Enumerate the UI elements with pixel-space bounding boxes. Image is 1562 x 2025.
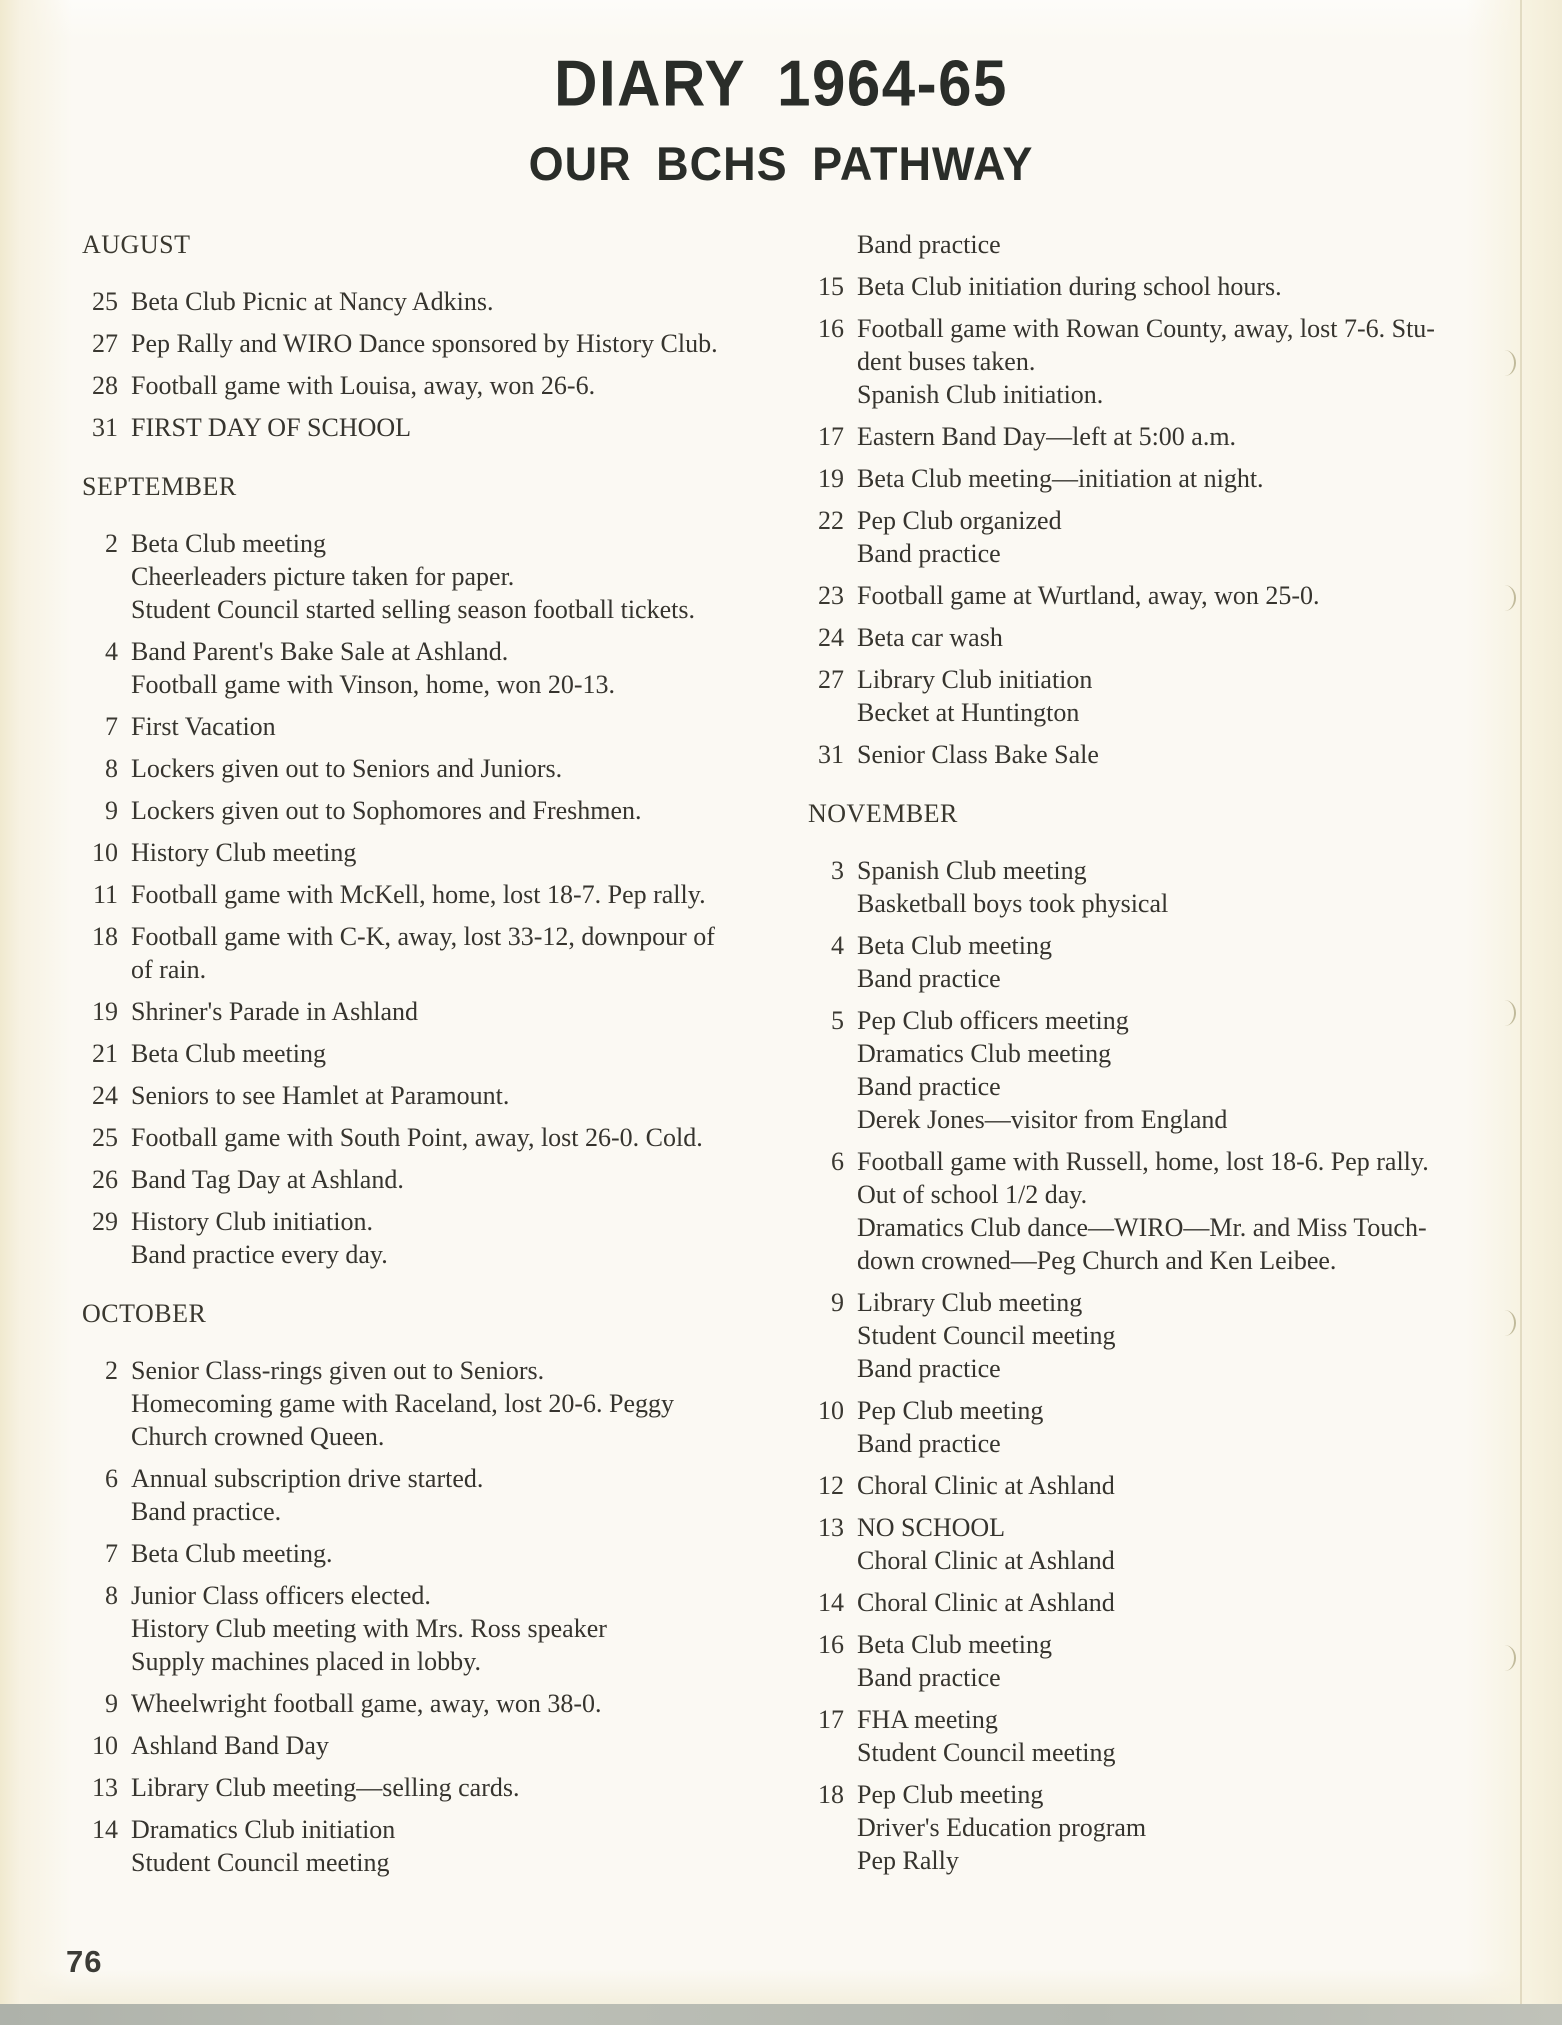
entry-line: Dramatics Club dance—WIRO—Mr. and Miss Touch- xyxy=(857,1213,1427,1242)
entry-line: Band practice xyxy=(857,539,1001,568)
diary-entry xyxy=(82,635,758,701)
entry-day: 31 xyxy=(818,740,844,769)
diary-entry xyxy=(82,527,758,626)
entry-lines xyxy=(857,1145,1496,1277)
month-heading: OCTOBER xyxy=(82,1299,207,1328)
entry-day: 9 xyxy=(831,1288,844,1317)
entry-line: Dramatics Club meeting xyxy=(857,1039,1112,1068)
entry-line: Student Council meeting xyxy=(857,1321,1116,1350)
entry-line: Out of school 1/2 day. xyxy=(857,1180,1088,1209)
entry-day xyxy=(808,228,844,261)
entry-line: Band practice xyxy=(857,1354,1001,1383)
entry-lines xyxy=(857,1511,1496,1577)
entry-line: NO SCHOOL xyxy=(857,1513,1006,1542)
entry-lines xyxy=(131,920,758,986)
entry-lines xyxy=(857,504,1496,570)
entry-lines xyxy=(857,1286,1496,1385)
diary-entry xyxy=(82,836,758,869)
entry-lines xyxy=(131,995,758,1028)
entry-lines xyxy=(857,1778,1496,1877)
entry-lines xyxy=(857,228,1496,261)
entry-line: Pep Club meeting xyxy=(857,1396,1044,1425)
scan-artifact-mark xyxy=(1503,1310,1516,1336)
diary-column-right xyxy=(808,228,1496,1888)
entry-lines xyxy=(857,1004,1496,1136)
entry-day: 2 xyxy=(105,529,118,558)
entry-day: 8 xyxy=(105,1581,118,1610)
entry-line: Choral Clinic at Ashland xyxy=(857,1471,1115,1500)
diary-entry xyxy=(808,1778,1496,1877)
entry-line: Beta Club meeting—initiation at night. xyxy=(857,464,1264,493)
entry-line: Beta Club meeting xyxy=(131,529,326,558)
entry-line: dent buses taken. xyxy=(857,347,1036,376)
entry-lines xyxy=(131,635,758,701)
entry-line: Pep Rally and WIRO Dance sponsored by History Club. xyxy=(131,329,718,358)
entry-line: Band Parent's Bake Sale at Ashland. xyxy=(131,637,509,666)
diary-entry xyxy=(82,710,758,743)
scan-artifact-mark xyxy=(1503,1000,1516,1026)
entry-day: 2 xyxy=(105,1356,118,1385)
entry-line: Band Tag Day at Ashland. xyxy=(131,1165,404,1194)
entry-day: 7 xyxy=(105,712,118,741)
entry-day: 10 xyxy=(818,1396,844,1425)
entry-day: 6 xyxy=(105,1464,118,1493)
entry-lines xyxy=(131,411,758,444)
entry-day: 19 xyxy=(818,464,844,493)
diary-entry xyxy=(82,1037,758,1070)
diary-entry xyxy=(808,663,1496,729)
entry-line: Football game with Russell, home, lost 18-6. Pep rally. xyxy=(857,1147,1429,1176)
page-edge-line xyxy=(1520,0,1522,2004)
entry-line: Senior Class Bake Sale xyxy=(857,740,1099,769)
entry-lines xyxy=(131,794,758,827)
entry-day: 27 xyxy=(818,665,844,694)
entry-lines xyxy=(131,836,758,869)
entry-line: Derek Jones—visitor from England xyxy=(857,1105,1228,1134)
entry-lines xyxy=(857,579,1496,612)
entry-day: 18 xyxy=(818,1780,844,1809)
diary-entry xyxy=(82,369,758,402)
entry-lines xyxy=(131,1037,758,1070)
diary-entry xyxy=(82,878,758,911)
diary-entry xyxy=(808,228,1496,261)
entry-line: Band practice xyxy=(857,230,1001,259)
entry-line: Band practice xyxy=(857,1663,1001,1692)
entry-line: Lockers given out to Sophomores and Freshmen. xyxy=(131,796,642,825)
entry-day: 10 xyxy=(92,1731,118,1760)
entry-lines xyxy=(131,1079,758,1112)
entry-line: FHA meeting xyxy=(857,1705,998,1734)
entry-day: 29 xyxy=(92,1207,118,1236)
month-section xyxy=(82,1297,758,1879)
diary-entry xyxy=(82,1121,758,1154)
entry-day: 4 xyxy=(831,931,844,960)
diary-entry xyxy=(82,411,758,444)
entry-lines xyxy=(131,1813,758,1879)
scan-artifact-mark xyxy=(1503,585,1516,611)
entry-lines xyxy=(131,752,758,785)
entry-line: Beta Club meeting xyxy=(857,931,1052,960)
entry-line: History Club initiation. xyxy=(131,1207,373,1236)
diary-entry xyxy=(808,929,1496,995)
page-subtitle: OUR BCHS PATHWAY xyxy=(528,137,1034,191)
entry-line: Shriner's Parade in Ashland xyxy=(131,997,419,1026)
diary-entry xyxy=(82,1079,758,1112)
scan-bottom-strip xyxy=(0,2004,1562,2025)
entry-line: Pep Rally xyxy=(857,1846,959,1875)
entry-line: Cheerleaders picture taken for paper. xyxy=(131,562,515,591)
entry-line: Church crowned Queen. xyxy=(131,1422,385,1451)
entry-line: Driver's Education program xyxy=(857,1813,1147,1842)
entry-line: Beta Club meeting. xyxy=(131,1539,333,1568)
entry-day: 14 xyxy=(818,1588,844,1617)
entry-lines xyxy=(131,1537,758,1570)
entry-line: Band practice xyxy=(857,964,1001,993)
entry-line: Becket at Huntington xyxy=(857,698,1080,727)
diary-entry xyxy=(808,1004,1496,1136)
diary-entry xyxy=(808,738,1496,771)
entry-day: 18 xyxy=(92,922,118,951)
month-heading: NOVEMBER xyxy=(808,799,958,828)
entry-line: Pep Club officers meeting xyxy=(857,1006,1129,1035)
entry-day: 6 xyxy=(831,1147,844,1176)
entry-line: Band practice every day. xyxy=(131,1240,388,1269)
diary-entry xyxy=(82,794,758,827)
entry-line: History Club meeting xyxy=(131,838,357,867)
entry-day: 25 xyxy=(92,287,118,316)
entry-lines xyxy=(857,1628,1496,1694)
diary-entry xyxy=(82,1354,758,1453)
entry-line: Pep Club meeting xyxy=(857,1780,1044,1809)
entry-lines xyxy=(857,663,1496,729)
entry-line: Beta Club initiation during school hours. xyxy=(857,272,1282,301)
diary-entry xyxy=(82,1579,758,1678)
diary-entry xyxy=(82,1462,758,1528)
entry-line: Football game with Louisa, away, won 26-6. xyxy=(131,371,596,400)
entry-line: Football game with Vinson, home, won 20-13. xyxy=(131,670,615,699)
entry-day: 10 xyxy=(92,838,118,867)
entry-day: 17 xyxy=(818,1705,844,1734)
entry-day: 16 xyxy=(818,1630,844,1659)
entry-day: 28 xyxy=(92,371,118,400)
diary-entry xyxy=(808,1511,1496,1577)
diary-entry xyxy=(808,1145,1496,1277)
diary-entry xyxy=(808,1469,1496,1502)
month-section xyxy=(82,228,758,444)
entry-line: Wheelwright football game, away, won 38-0. xyxy=(131,1689,602,1718)
entry-day: 23 xyxy=(818,581,844,610)
entry-lines xyxy=(857,312,1496,411)
entry-line: Band practice xyxy=(857,1429,1001,1458)
entry-day: 24 xyxy=(92,1081,118,1110)
entry-line: Football game at Wurtland, away, won 25-0. xyxy=(857,581,1320,610)
diary-entry xyxy=(808,1628,1496,1694)
entry-line: Student Council meeting xyxy=(857,1738,1116,1767)
entry-line: Library Club initiation xyxy=(857,665,1093,694)
entry-line: Ashland Band Day xyxy=(131,1731,329,1760)
entry-line: History Club meeting with Mrs. Ross speaker xyxy=(131,1614,607,1643)
entry-lines xyxy=(131,1205,758,1271)
entry-line: Spanish Club meeting xyxy=(857,856,1087,885)
page-title: DIARY 1964-65 xyxy=(554,47,1008,120)
entry-day: 13 xyxy=(92,1773,118,1802)
entry-day: 3 xyxy=(831,856,844,885)
diary-entry xyxy=(82,1729,758,1762)
month-section xyxy=(82,470,758,1271)
entry-day: 9 xyxy=(105,796,118,825)
entry-line: Basketball boys took physical xyxy=(857,889,1169,918)
entry-lines xyxy=(857,1394,1496,1460)
entry-line: Beta Club meeting xyxy=(857,1630,1052,1659)
month-heading: AUGUST xyxy=(82,230,191,259)
entry-line: Band practice xyxy=(857,1072,1001,1101)
entry-line: Choral Clinic at Ashland xyxy=(857,1588,1115,1617)
entry-lines xyxy=(131,878,758,911)
entry-day: 4 xyxy=(105,637,118,666)
entry-line: Spanish Club initiation. xyxy=(857,380,1104,409)
entry-line: Library Club meeting xyxy=(857,1288,1083,1317)
entry-lines xyxy=(857,854,1496,920)
entry-lines xyxy=(131,1163,758,1196)
entry-line: Pep Club organized xyxy=(857,506,1062,535)
entry-day: 19 xyxy=(92,997,118,1026)
entry-lines xyxy=(857,462,1496,495)
entry-day: 12 xyxy=(818,1471,844,1500)
diary-entry xyxy=(808,621,1496,654)
entry-lines xyxy=(131,285,758,318)
diary-entry xyxy=(82,285,758,318)
entry-day: 13 xyxy=(818,1513,844,1542)
entry-line: Football game with C-K, away, lost 33-12, downpour of xyxy=(131,922,715,951)
diary-columns xyxy=(82,228,1496,1888)
entry-lines xyxy=(857,1469,1496,1502)
entry-line: Seniors to see Hamlet at Paramount. xyxy=(131,1081,510,1110)
month-heading: SEPTEMBER xyxy=(82,472,237,501)
entry-line: Choral Clinic at Ashland xyxy=(857,1546,1115,1575)
entry-lines xyxy=(857,1703,1496,1769)
entry-day: 8 xyxy=(105,754,118,783)
diary-entry xyxy=(82,1163,758,1196)
diary-entry xyxy=(82,1205,758,1271)
month-section xyxy=(808,228,1496,771)
entry-lines xyxy=(131,1729,758,1762)
entry-day: 26 xyxy=(92,1165,118,1194)
entry-lines xyxy=(857,1586,1496,1619)
diary-entry xyxy=(808,462,1496,495)
diary-entry xyxy=(808,1586,1496,1619)
month-section xyxy=(808,797,1496,1877)
entry-lines xyxy=(857,621,1496,654)
page-header xyxy=(0,46,1562,189)
entry-line: Homecoming game with Raceland, lost 20-6. Peggy xyxy=(131,1389,675,1418)
entry-line: Senior Class-rings given out to Seniors. xyxy=(131,1356,545,1385)
entry-lines xyxy=(131,1462,758,1528)
entry-day: 11 xyxy=(92,880,118,909)
entry-day: 22 xyxy=(818,506,844,535)
diary-entry xyxy=(808,312,1496,411)
entry-day: 24 xyxy=(818,623,844,652)
entry-day: 25 xyxy=(92,1123,118,1152)
entry-day: 14 xyxy=(92,1815,118,1844)
entry-line: down crowned—Peg Church and Ken Leibee. xyxy=(857,1246,1337,1275)
entry-lines xyxy=(131,1579,758,1678)
entry-line: FIRST DAY OF SCHOOL xyxy=(131,413,412,442)
diary-entry xyxy=(82,1537,758,1570)
diary-entry xyxy=(82,1771,758,1804)
entry-day: 17 xyxy=(818,422,844,451)
entry-day: 31 xyxy=(92,413,118,442)
entry-lines xyxy=(131,369,758,402)
page-number: 76 xyxy=(66,1944,103,1979)
entry-lines xyxy=(857,929,1496,995)
entry-day: 9 xyxy=(105,1689,118,1718)
entry-day: 27 xyxy=(92,329,118,358)
diary-entry xyxy=(808,504,1496,570)
entry-line: Junior Class officers elected. xyxy=(131,1581,431,1610)
entry-line: Football game with McKell, home, lost 18-7. Pep rally. xyxy=(131,880,706,909)
entry-lines xyxy=(131,527,758,626)
entry-line: Supply machines placed in lobby. xyxy=(131,1647,481,1676)
entry-lines xyxy=(857,270,1496,303)
diary-entry xyxy=(82,995,758,1028)
diary-entry xyxy=(808,1394,1496,1460)
diary-entry xyxy=(82,327,758,360)
entry-lines xyxy=(131,1354,758,1453)
entry-lines xyxy=(131,1687,758,1720)
diary-entry xyxy=(808,1703,1496,1769)
entry-line: First Vacation xyxy=(131,712,276,741)
entry-day: 5 xyxy=(831,1006,844,1035)
entry-line: Eastern Band Day—left at 5:00 a.m. xyxy=(857,422,1237,451)
scan-artifact-mark xyxy=(1503,350,1516,376)
entry-lines xyxy=(131,327,758,360)
diary-entry xyxy=(82,1687,758,1720)
diary-column-left xyxy=(82,228,758,1888)
entry-line: Student Council started selling season football tickets. xyxy=(131,595,695,624)
entry-lines xyxy=(131,710,758,743)
entry-line: Band practice. xyxy=(131,1497,282,1526)
entry-day: 21 xyxy=(92,1039,118,1068)
diary-entry xyxy=(808,1286,1496,1385)
entry-day: 16 xyxy=(818,314,844,343)
entry-lines xyxy=(857,420,1496,453)
entry-lines xyxy=(131,1121,758,1154)
entry-line: Dramatics Club initiation xyxy=(131,1815,396,1844)
diary-entry xyxy=(82,1813,758,1879)
entry-line: Football game with Rowan County, away, lost 7-6. Stu- xyxy=(857,314,1435,343)
entry-lines xyxy=(131,1771,758,1804)
diary-entry xyxy=(808,270,1496,303)
diary-entry xyxy=(82,920,758,986)
diary-entry xyxy=(808,420,1496,453)
entry-line: Beta Club meeting xyxy=(131,1039,326,1068)
entry-line: Student Council meeting xyxy=(131,1848,390,1877)
entry-day: 15 xyxy=(818,272,844,301)
entry-line: Beta car wash xyxy=(857,623,1003,652)
entry-line: Lockers given out to Seniors and Juniors. xyxy=(131,754,563,783)
entry-line: Annual subscription drive started. xyxy=(131,1464,484,1493)
diary-entry xyxy=(808,579,1496,612)
entry-lines xyxy=(857,738,1496,771)
diary-entry xyxy=(82,752,758,785)
entry-line: Library Club meeting—selling cards. xyxy=(131,1773,520,1802)
scan-artifact-mark xyxy=(1503,1645,1516,1671)
entry-day: 7 xyxy=(105,1539,118,1568)
entry-line: of rain. xyxy=(131,955,207,984)
entry-line: Football game with South Point, away, lost 26-0. Cold. xyxy=(131,1123,703,1152)
entry-line: Beta Club Picnic at Nancy Adkins. xyxy=(131,287,494,316)
diary-entry xyxy=(808,854,1496,920)
